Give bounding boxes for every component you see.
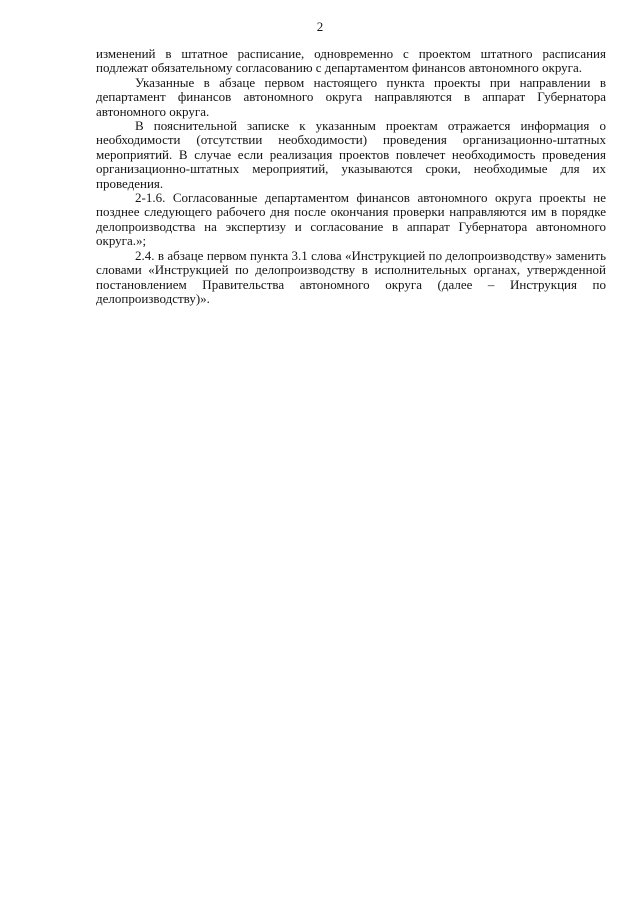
paragraph-projects-routing: Указанные в абзаце первом настоящего пункта проекты при направлении в департамент финансов автономного округа направляются в аппарат Губернатора автономного округа.: [96, 74, 606, 119]
paragraph-clause-2-4: 2.4. в абзаце первом пункта 3.1 слова «Инструкцией по делопроизводству» заменить словами «Инструкцией по делопроизводству в исполнительных органах, утвержденной постановлением Правительства автономного округа (далее – Инструкция по делопроизводству)».: [96, 247, 606, 306]
page-number: 2: [316, 19, 324, 34]
paragraph-explanatory-note: В пояснительной записке к указанным проектам отражается информация о необходимости (отсутствии необходимости) проведения организационно-штатных мероприятий. В случае если реализация проектов повлечет необходимость проведения организационно-штатных мероприятий, указываются сроки, необходимые для их проведения.: [96, 118, 606, 191]
document-body: [96, 47, 606, 306]
paragraph-continuation: изменений в штатное расписание, одновременно с проектом штатного расписания подлежат обязательному согласованию с департаментом финансов автономного округа.: [96, 46, 606, 76]
paragraph-clause-2-1-6: 2-1.6. Согласованные департаментом финансов автономного округа проекты не позднее следующего рабочего дня после окончания проверки направляются им в порядке делопроизводства на экспертизу и согласование в аппарат Губернатора автономного округа.»;: [96, 190, 606, 249]
